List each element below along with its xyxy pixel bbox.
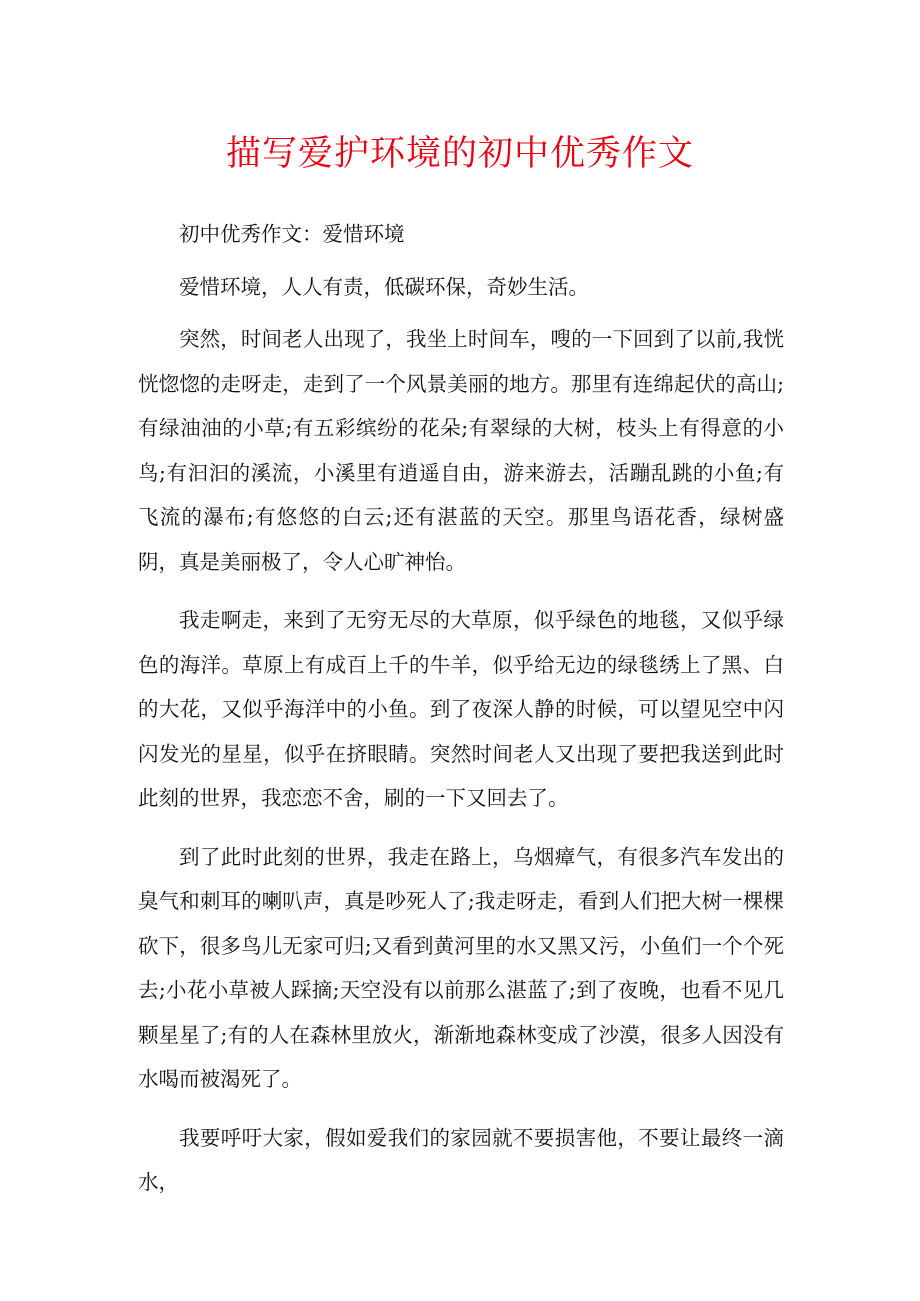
paragraph: 到了此时此刻的世界，我走在路上，乌烟瘴气，有很多汽车发出的臭气和刺耳的喇叭声，真是吵死人了;我走呀走，看到人们把大树一棵棵砍下，很多鸟儿无家可归;又看到黄河里的水又黑又污，小鱼们一个个死去;小花小草被人踩摘;天空没有以前那么湛蓝了;到了夜晚，也看不见几颗星星了;有的人在森林里放火，渐渐地森林变成了沙漠，很多人因没有水喝而被渴死了。	[138, 844, 784, 1091]
paragraph-slogan: 爱惜环境，人人有责，低碳环保，奇妙生活。	[179, 274, 589, 299]
paragraph: 突然，时间老人出现了，我坐上时间车，嗖的一下回到了以前,我恍恍惚惚的走呀走，走到了一个风景美丽的地方。那里有连绵起伏的高山;有绿油油的小草;有五彩缤纷的花朵;有翠绿的大树，枝头上有得意的小鸟;有汩汩的溪流，小溪里有逍遥自由，游来游去，活蹦乱跳的小鱼;有飞流的瀑布;有悠悠的白云;还有湛蓝的天空。那里鸟语花香，绿树盛阴，真是美丽极了，令人心旷神怡。	[138, 327, 784, 574]
paragraph: 我要呼吁大家，假如爱我们的家园就不要损害他，不要让最终一滴水，	[138, 1125, 784, 1194]
paragraph-subtitle: 初中优秀作文：爱惜环境	[179, 222, 405, 246]
paragraph: 我走啊走，来到了无穷无尽的大草原，似乎绿色的地毯，又似乎绿色的海洋。草原上有成百上千的牛羊，似乎给无边的绿毯绣上了黑、白的大花，又似乎海洋中的小鱼。到了夜深人静的时候，可以望见空中闪闪发光的星星，似乎在挤眼睛。突然时间老人又出现了要把我送到此时此刻的世界，我恋恋不舍，刷的一下又回去了。	[138, 608, 784, 810]
article-body	[138, 212, 784, 1219]
document-title: 描写爱护环境的初中优秀作文	[225, 134, 694, 174]
